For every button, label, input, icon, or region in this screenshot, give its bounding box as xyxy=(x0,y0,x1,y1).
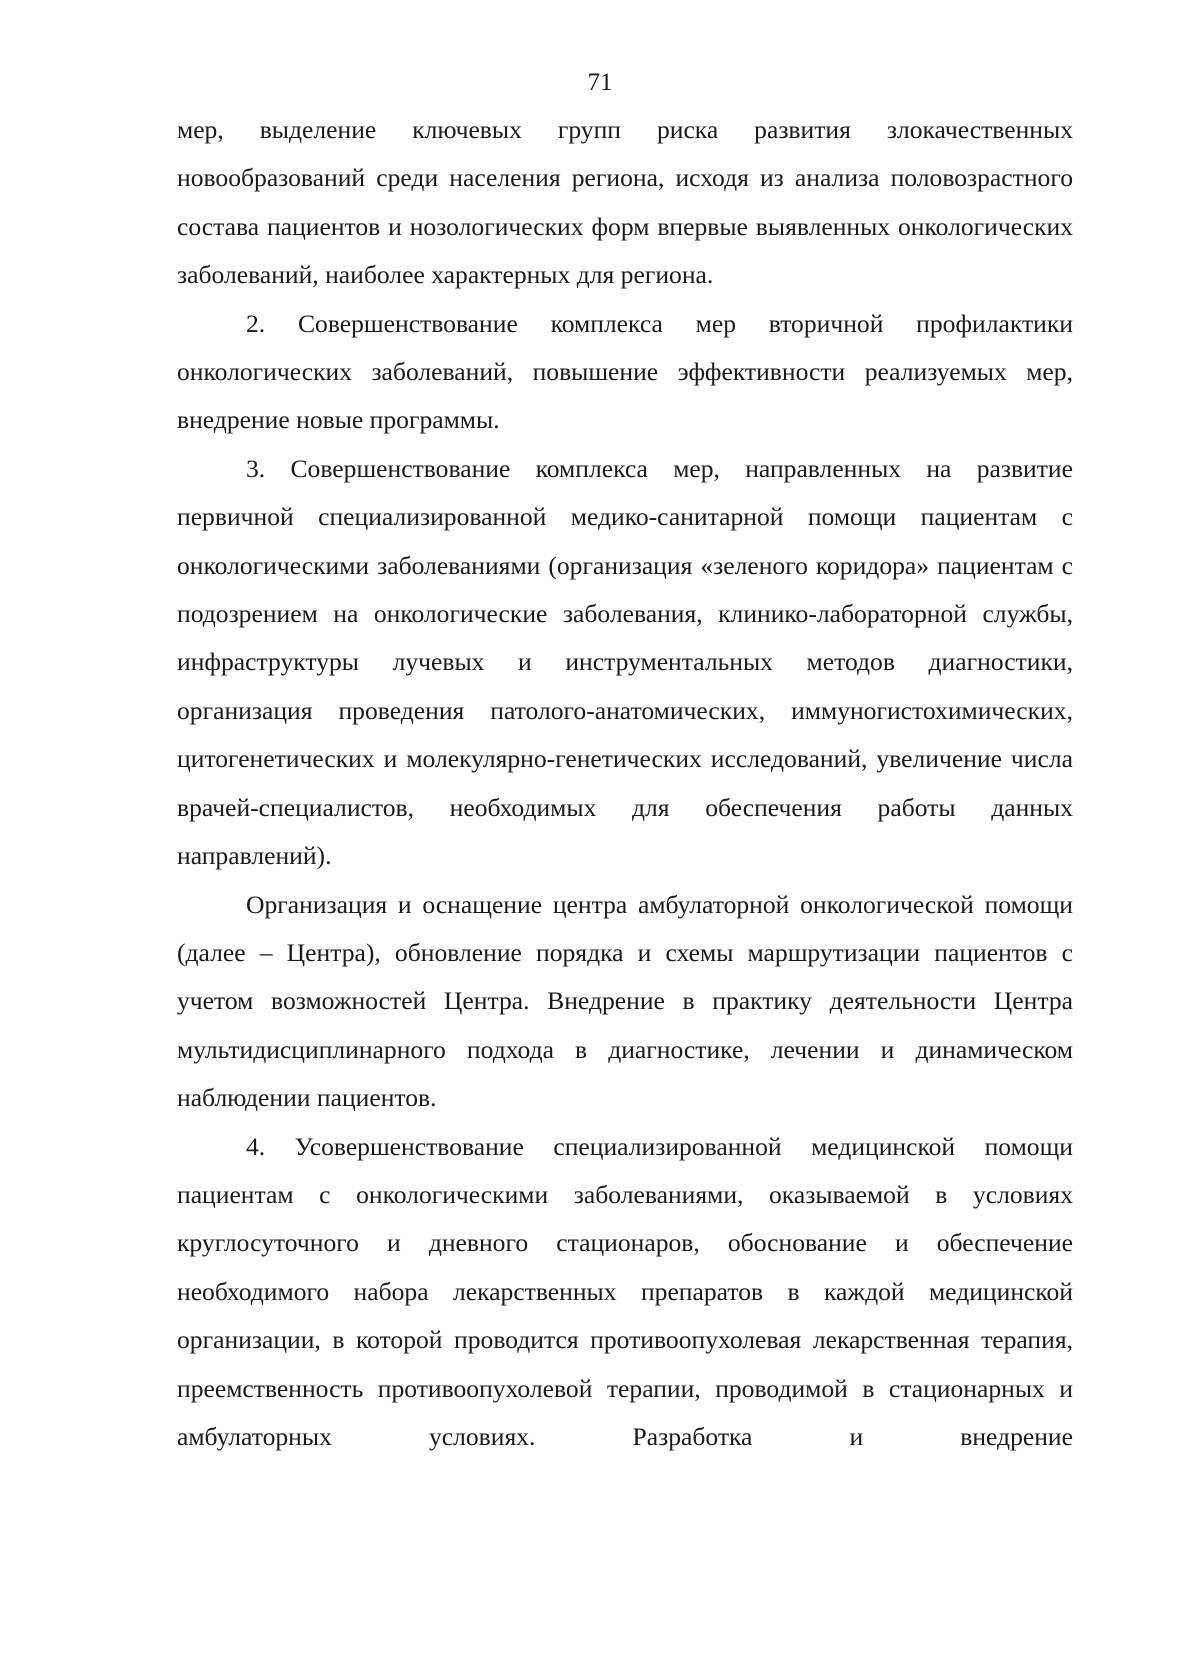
paragraph-center-organization: Организация и оснащение центра амбулаторной онкологической помощи (далее – Центра), обновление порядка и схемы маршрутизации пациентов с учетом возможностей Центра. Внедрение в практику деятельности Центра мультидисциплинарного подхода в диагностике, лечении и динамическом наблюдении пациентов. xyxy=(177,889,1073,1113)
document-body xyxy=(177,106,1073,1461)
paragraph-item-4: 4. Усовершенствование специализированной медицинской помощи пациентам с онкологическими заболеваниями, оказываемой в условиях круглосуточного и дневного стационаров, обоснование и обеспечение необходимого набора лекарственных препаратов в каждой медицинской организации, в которой проводится противоопухолевая лекарственная терапия, преемственность противоопухолевой терапии, проводимой в стационарных и амбулаторных условиях. Разработка и внедрение xyxy=(177,1131,1073,1451)
page-number: 71 xyxy=(587,69,613,96)
paragraph-item-2: 2. Совершенствование комплекса мер вторичной профилактики онкологических заболеваний, повышение эффективности реализуемых мер, внедрение новые программы. xyxy=(177,308,1073,435)
paragraph-continued: мер, выделение ключевых групп риска развития злокачественных новообразований среди населения региона, исходя из анализа половозрастного состава пациентов и нозологических форм впервые выявленных онкологических заболеваний, наиболее характерных для региона. xyxy=(177,115,1073,290)
paragraph-item-3: 3. Совершенствование комплекса мер, направленных на развитие первичной специализированной медико-санитарной помощи пациентам с онкологическими заболеваниями (организация «зеленого коридора» пациентам с подозрением на онкологические заболевания, клинико-лабораторной службы, инфраструктуры лучевых и инструментальных методов диагностики, организация проведения патолого-анатомических, иммуногистохимических, цитогенетических и молекулярно-генетических исследований, увеличение числа врачей-специалистов, необходимых для обеспечения работы данных направлений). xyxy=(177,453,1073,871)
